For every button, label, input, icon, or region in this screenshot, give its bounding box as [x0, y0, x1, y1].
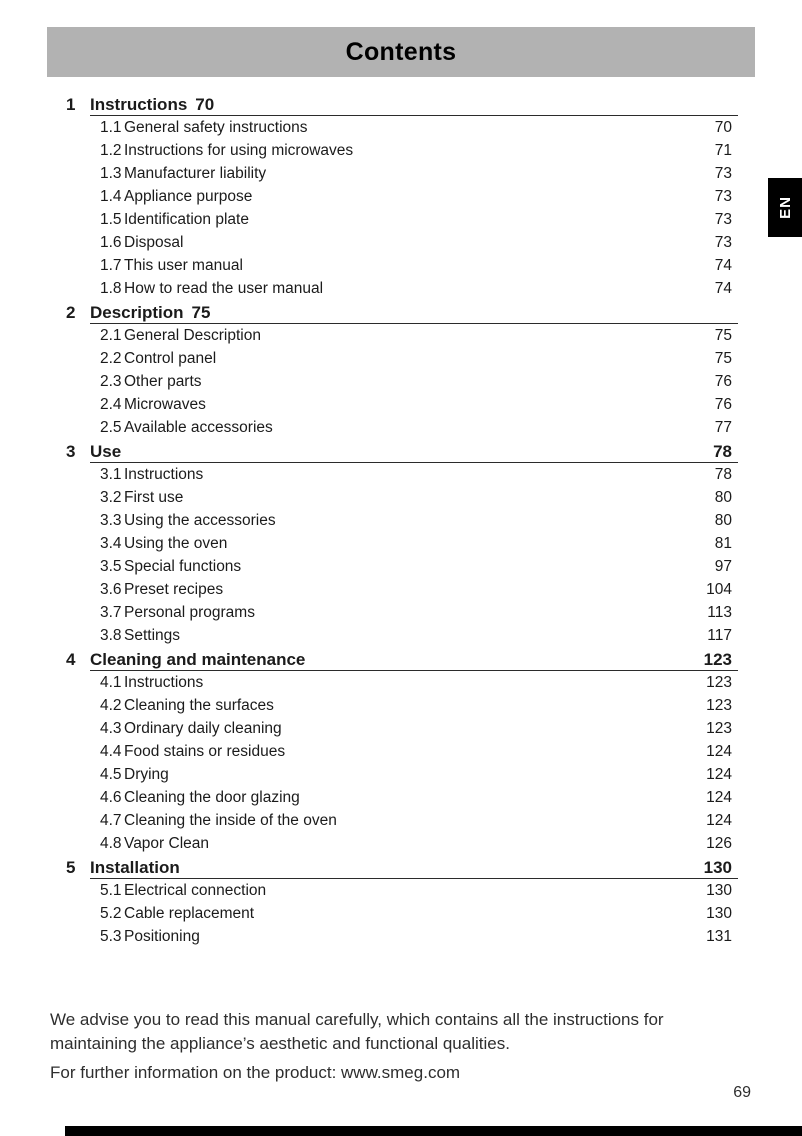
- toc-item-page: 73: [714, 165, 732, 182]
- toc-item-entry[interactable]: [66, 254, 738, 277]
- toc-item-entry[interactable]: [66, 902, 738, 925]
- toc-item-number: 4.5: [100, 766, 122, 783]
- toc-item-number: 2.3: [100, 373, 122, 390]
- toc-item-number: 4.7: [100, 812, 122, 829]
- toc-section: [66, 439, 738, 647]
- toc-item-title: Identification plate: [124, 211, 249, 228]
- toc-section: [66, 300, 738, 439]
- toc-item-page: 124: [706, 812, 732, 829]
- toc-item-title: Personal programs: [124, 604, 255, 621]
- toc-item-number: 4.8: [100, 835, 122, 852]
- toc-section-page: 75: [191, 303, 211, 322]
- toc-section-page: 70: [195, 95, 215, 114]
- toc-item-number: 3.8: [100, 627, 122, 644]
- toc-item-page: 73: [714, 188, 732, 205]
- toc-item-page: 80: [714, 489, 732, 506]
- toc-item-page: 124: [706, 743, 732, 760]
- toc-item-page: 78: [714, 466, 732, 483]
- toc-item-title: Food stains or residues: [124, 743, 286, 760]
- toc-item-entry[interactable]: [66, 809, 738, 832]
- toc-item-entry[interactable]: [66, 139, 738, 162]
- toc-item-title: Settings: [124, 627, 181, 644]
- toc-item-page: 75: [714, 327, 732, 344]
- toc-item-title: Instructions: [124, 466, 204, 483]
- toc-item-entry[interactable]: [66, 879, 738, 902]
- toc-item-title: Other parts: [124, 373, 202, 390]
- toc-item-number: 4.6: [100, 789, 122, 806]
- toc-item-number: 4.1: [100, 674, 122, 691]
- toc-item-title: Electrical connection: [124, 882, 267, 899]
- toc-item-title: This user manual: [124, 257, 243, 274]
- toc-item-title: Cleaning the surfaces: [124, 697, 274, 714]
- toc-item-page: 123: [706, 697, 732, 714]
- bottom-bar: [65, 1126, 802, 1136]
- toc-item-entry[interactable]: [66, 578, 738, 601]
- toc-item-number: 1.5: [100, 211, 122, 228]
- toc-item-page: 76: [714, 373, 732, 390]
- toc-item-entry[interactable]: [66, 694, 738, 717]
- toc-item-entry[interactable]: [66, 532, 738, 555]
- toc-item-page: 81: [714, 535, 732, 552]
- toc-section: [66, 92, 738, 300]
- toc-item-title: Disposal: [124, 234, 184, 251]
- toc-item-page: 80: [714, 512, 732, 529]
- toc-item-entry[interactable]: [66, 671, 738, 694]
- language-tab: [768, 178, 802, 237]
- toc-item-title: Available accessories: [124, 419, 273, 436]
- toc-item-title: Control panel: [124, 350, 217, 367]
- toc-item-page: 76: [714, 396, 732, 413]
- toc-item-number: 2.4: [100, 396, 122, 413]
- toc-item-title: Using the oven: [124, 535, 228, 552]
- toc-section: [66, 855, 738, 948]
- toc-item-number: 3.1: [100, 466, 122, 483]
- toc-item-entry[interactable]: [66, 116, 738, 139]
- toc-item-number: 1.6: [100, 234, 122, 251]
- toc-item-entry[interactable]: [66, 832, 738, 855]
- toc-item-title: Cable replacement: [124, 905, 255, 922]
- toc-item-entry[interactable]: [66, 486, 738, 509]
- toc-item-entry[interactable]: [66, 393, 738, 416]
- toc-item-entry[interactable]: [66, 601, 738, 624]
- toc-section-entry[interactable]: [66, 439, 738, 462]
- toc-section-page: 123: [703, 650, 732, 669]
- toc-item-entry[interactable]: [66, 324, 738, 347]
- toc-item-title: Cleaning the inside of the oven: [124, 812, 337, 829]
- toc-item-number: 1.4: [100, 188, 122, 205]
- toc-item-number: 1.3: [100, 165, 122, 182]
- page-title: Contents: [345, 37, 457, 66]
- toc-item-title: General safety instructions: [124, 119, 308, 136]
- toc-section-number: 1: [66, 95, 76, 114]
- toc-item-title: Microwaves: [124, 396, 206, 413]
- toc-item-title: How to read the user manual: [124, 280, 324, 297]
- toc-section-number: 5: [66, 858, 76, 877]
- toc-item-number: 5.2: [100, 905, 122, 922]
- toc-item-number: 2.5: [100, 419, 122, 436]
- toc-section-entry[interactable]: [66, 855, 738, 878]
- toc-item-number: 4.3: [100, 720, 122, 737]
- toc-item-number: 3.6: [100, 581, 122, 598]
- toc-item-entry[interactable]: [66, 763, 738, 786]
- toc: [66, 92, 738, 948]
- toc-item-page: 70: [714, 119, 732, 136]
- contents-banner: [47, 27, 755, 77]
- toc-item-page: 124: [706, 789, 732, 806]
- toc-item-entry[interactable]: [66, 509, 738, 532]
- toc-item-page: 74: [714, 280, 732, 297]
- toc-item-page: 97: [714, 558, 732, 575]
- toc-item-title: Instructions: [124, 674, 204, 691]
- toc-item-number: 1.2: [100, 142, 122, 159]
- footer-advice: We advise you to read this manual carefully, which contains all the instructions for maintaining the appliance’s aesthetic and functional qualities.: [50, 1010, 664, 1053]
- toc-section-entry[interactable]: [66, 300, 738, 323]
- toc-item-title: Ordinary daily cleaning: [124, 720, 282, 737]
- toc-item-number: 3.2: [100, 489, 122, 506]
- toc-item-title: Manufacturer liability: [124, 165, 267, 182]
- toc-item-number: 1.8: [100, 280, 122, 297]
- toc-section-title: Use: [90, 442, 122, 461]
- toc-item-entry[interactable]: [66, 925, 738, 948]
- toc-section-title: Cleaning and maintenance: [90, 650, 306, 669]
- toc-item-entry[interactable]: [66, 185, 738, 208]
- toc-section-title: Instructions: [90, 95, 188, 114]
- toc-item-page: 123: [706, 720, 732, 737]
- page-number: 69: [733, 1084, 751, 1101]
- toc-item-entry[interactable]: [66, 347, 738, 370]
- toc-item-title: Drying: [124, 766, 169, 783]
- toc-item-number: 2.1: [100, 327, 122, 344]
- toc-item-entry[interactable]: [66, 555, 738, 578]
- language-tab-label: EN: [776, 196, 794, 219]
- toc-item-page: 73: [714, 211, 732, 228]
- toc-item-entry[interactable]: [66, 277, 738, 300]
- toc-section-page: 130: [703, 858, 732, 877]
- toc-item-title: Appliance purpose: [124, 188, 253, 205]
- toc-section-entry[interactable]: [66, 647, 738, 670]
- toc-item-entry[interactable]: [66, 624, 738, 647]
- toc-item-title: Preset recipes: [124, 581, 224, 598]
- toc-item-page: 130: [706, 905, 732, 922]
- toc-item-number: 3.4: [100, 535, 122, 552]
- toc-item-title: Cleaning the door glazing: [124, 789, 300, 806]
- toc-item-page: 104: [706, 581, 732, 598]
- toc-item-number: 3.3: [100, 512, 122, 529]
- toc-item-page: 131: [706, 928, 732, 945]
- toc-item-title: Special functions: [124, 558, 242, 575]
- toc-section-number: 2: [66, 303, 76, 322]
- toc-item-entry[interactable]: [66, 208, 738, 231]
- toc-item-page: 77: [714, 419, 732, 436]
- toc-section-entry[interactable]: [66, 92, 738, 115]
- toc-section-page: 78: [713, 442, 732, 461]
- toc-item-number: 3.7: [100, 604, 122, 621]
- footer-more-info: For further information on the product: www.smeg.com: [50, 1063, 461, 1082]
- toc-item-title: Vapor Clean: [124, 835, 210, 852]
- toc-item-title: Positioning: [124, 928, 200, 945]
- toc-item-entry[interactable]: [66, 786, 738, 809]
- toc-item-number: 4.2: [100, 697, 122, 714]
- footer-note: [50, 1008, 698, 1085]
- toc-item-title: First use: [124, 489, 184, 506]
- toc-item-entry[interactable]: [66, 717, 738, 740]
- toc-section-number: 3: [66, 442, 76, 461]
- toc-item-entry[interactable]: [66, 162, 738, 185]
- toc-item-entry[interactable]: [66, 370, 738, 393]
- toc-item-page: 123: [706, 674, 732, 691]
- toc-section: [66, 647, 738, 855]
- toc-item-title: Instructions for using microwaves: [124, 142, 354, 159]
- toc-item-page: 113: [707, 604, 732, 621]
- toc-item-number: 5.3: [100, 928, 122, 945]
- toc-item-title: Using the accessories: [124, 512, 276, 529]
- toc-item-entry[interactable]: [66, 463, 738, 486]
- toc-item-number: 3.5: [100, 558, 122, 575]
- toc-item-page: 124: [706, 766, 732, 783]
- toc-item-page: 75: [714, 350, 732, 367]
- toc-item-number: 1.1: [100, 119, 122, 136]
- toc-item-entry[interactable]: [66, 740, 738, 763]
- toc-item-page: 130: [706, 882, 732, 899]
- toc-item-page: 73: [714, 234, 732, 251]
- toc-item-page: 117: [707, 627, 732, 644]
- toc-item-number: 5.1: [100, 882, 122, 899]
- toc-item-entry[interactable]: [66, 416, 738, 439]
- toc-item-number: 2.2: [100, 350, 122, 367]
- toc-item-title: General Description: [124, 327, 261, 344]
- toc-item-page: 74: [714, 257, 732, 274]
- toc-item-page: 71: [714, 142, 732, 159]
- toc-section-number: 4: [66, 650, 76, 669]
- toc-item-page: 126: [706, 835, 732, 852]
- toc-item-number: 1.7: [100, 257, 122, 274]
- toc-section-title: Installation: [90, 858, 180, 877]
- toc-item-entry[interactable]: [66, 231, 738, 254]
- toc-item-number: 4.4: [100, 743, 122, 760]
- toc-section-title: Description: [90, 303, 184, 322]
